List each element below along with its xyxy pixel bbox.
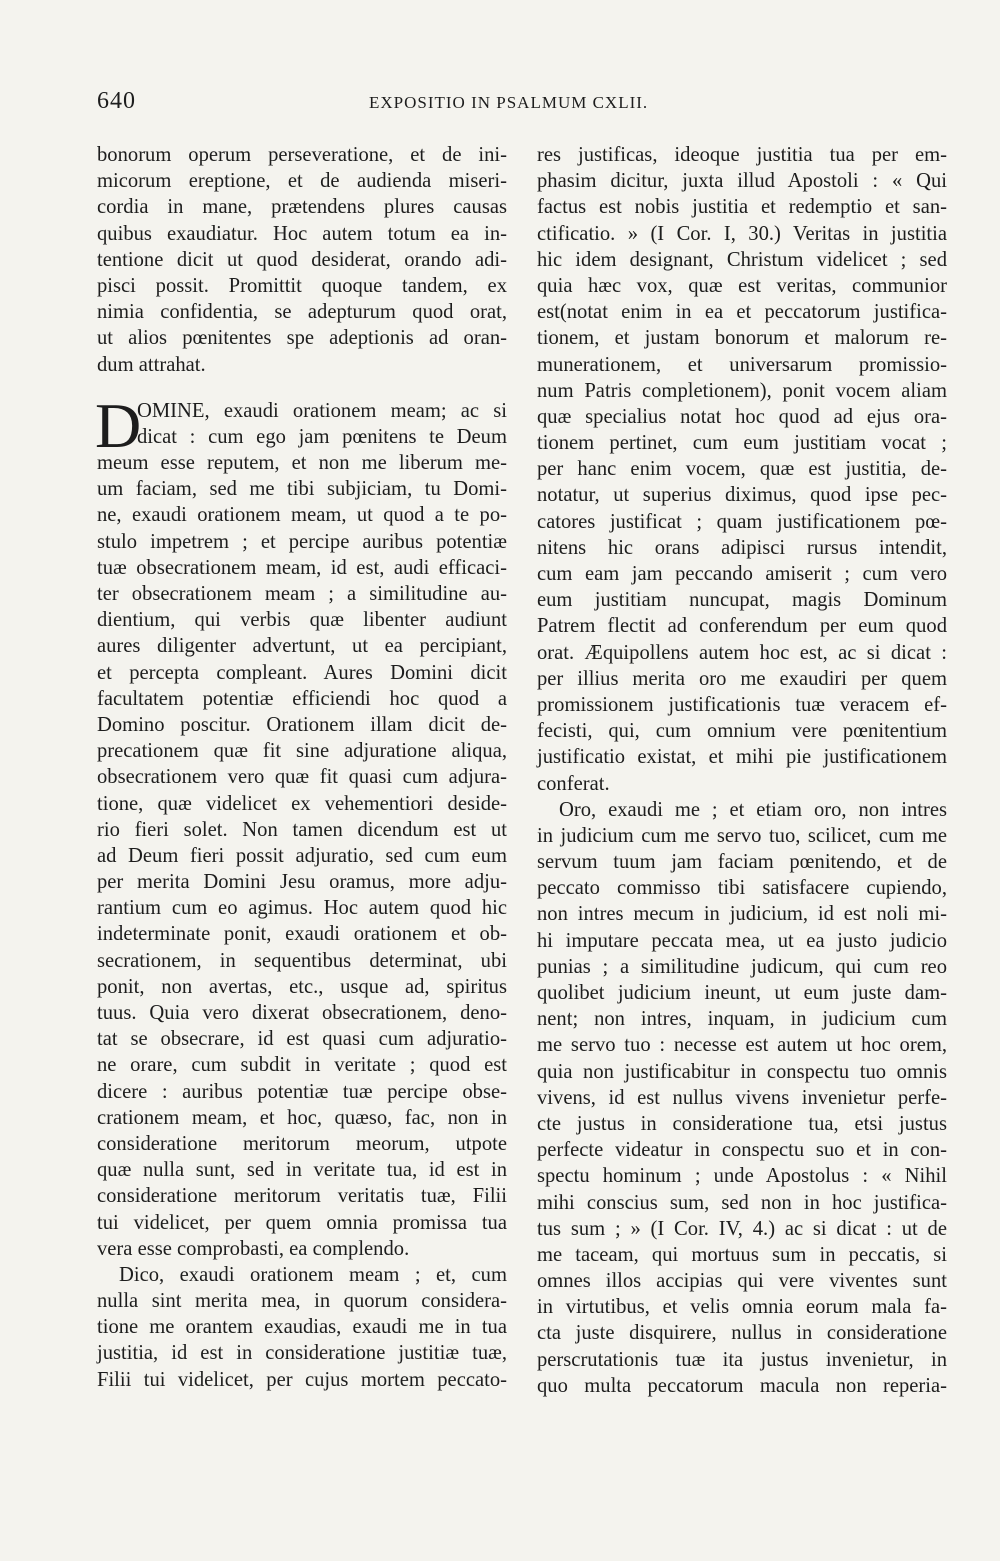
text-line: rio fieri solet. Non tamen dicendum est ut [97,818,507,841]
text-line: tionem pertinet, cum eum justitiam vocat ; [537,432,947,455]
left-paragraph-3 [97,1262,507,1393]
drop-cap-paragraph [95,389,507,461]
drop-cap-letter: D [95,389,142,461]
text-line: quia non justificabitur in conspectu tuo omnis [537,1060,947,1083]
text-line: cte justus in consideratione tua, etsi justus [537,1112,947,1135]
text-line: omnes illos accipias qui vere viventes sunt [537,1270,947,1293]
text-line: quæ specialius notat hoc quod ad ejus ora- [537,405,947,428]
text-line: Dico, exaudi orationem meam ; et, cum [119,1263,507,1286]
text-line: in judicium cum me servo tuo, scilicet, cum me [537,824,947,847]
text-line: Patrem flectit ad conferendum per eum quod [537,615,947,638]
text-line: tionem, et justam bonorum et malorum re- [537,327,947,350]
text-line: phasim dicitur, juxta illud Apostoli : « Qui [537,170,947,193]
text-line: stulo impetrem ; et percipe auribus potentiæ [97,530,507,553]
text-line: tat se obsecrare, id est quasi cum adjuratio- [97,1028,507,1051]
text-line: facultatem potentiæ efficiendi hoc quod a [97,687,507,710]
text-line: consideratione meritorum meorum, utpote [97,1132,507,1155]
text-line: ad Deum fieri possit adjuratio, sed cum eum [97,844,507,867]
text-line: ut alios pœnitentes spe adeptionis ad oran- [97,327,507,350]
left-paragraph-2 [97,450,507,1262]
text-line: Filii tui videlicet, per cujus mortem peccato- [97,1368,507,1391]
text-line: nent; non intres, inquam, in judicium cum [537,1008,947,1031]
right-paragraph-2 [537,797,947,1399]
text-line: justificatio existat, et mihi pie justificationem [537,746,947,769]
text-line: nulla sint merita mea, in quorum considera- [97,1290,507,1313]
text-line: vera esse comprobasti, ea complendo. [97,1237,410,1260]
text-line: precationem quæ fit sine adjuratione aliqua, [97,740,507,763]
text-line: per merita Domini Jesu oramus, more adju- [97,871,507,894]
right-column [537,142,947,1399]
text-line: tuæ obsecrationem meam, id est, audi efficaci- [97,556,507,579]
text-line: secrationem, in sequentibus determinat, ubi [97,949,507,972]
text-line: tentione dicit ut quod desiderat, orando adi- [97,248,507,271]
text-line: perfecte videatur in conspectu suo et in con- [537,1139,947,1162]
text-line: um faciam, sed me tibi subjiciam, tu Domi- [97,478,507,501]
text-line: OMINE, exaudi orationem meam; ac si [137,399,507,422]
page-header [97,88,947,118]
text-line: ter obsecrationem meam ; a similitudine au- [97,583,507,605]
text-line: ne orare, cum subdit in veritate ; quod est [97,1054,507,1077]
text-line: hic idem designant, Christum videlicet ; sed [537,248,947,271]
text-line: cordia in mane, prætendens plures causas [97,196,507,219]
text-line: quæ nulla sunt, sed in veritate tua, id est in [97,1159,507,1182]
text-line: catores justificat ; quam justificationem pœ- [537,510,947,533]
drop-cap-lines [95,389,507,461]
text-line: res justificas, ideoque justitia tua per em- [537,144,947,166]
text-line: ne, exaudi orationem meam, ut quod a te po- [97,504,507,527]
text-line: indeterminate ponit, exaudi orationem et ob- [97,923,507,946]
text-line: munerationem, et universarum promissio- [537,353,947,376]
text-line: aures diligenter advertunt, ut ea percipiant, [97,635,507,658]
text-line: Oro, exaudi me ; et etiam oro, non intres [559,798,947,821]
text-line: per hanc enim vocem, quæ est justitia, de- [537,458,947,481]
paragraph-gap [97,378,507,398]
text-line: ctificatio. » (I Cor. I, 30.) Veritas in justitia [537,222,947,245]
text-line: quolibet judicium ineunt, ut eum juste dam- [537,982,947,1004]
text-line: nitens hic orans adipisci rursus intendit, [537,536,947,559]
text-line: eum justitiam nuncupat, magis Dominum [537,589,947,612]
text-line: Domino poscitur. Orationem illam dicit de- [97,713,507,736]
text-line: dientium, qui verbis quæ libenter audiunt [97,609,507,632]
text-line: num Patris completionem), ponit vocem aliam [537,379,947,402]
text-line: tus sum ; » (I Cor. IV, 4.) ac si dicat : ut de [537,1217,947,1240]
text-line: me taceam, qui mortuus sum in peccatis, si [537,1243,947,1266]
text-line: tione, quæ videlicet ex vehementiori deside- [97,792,507,815]
text-line: consideratione meritorum veritatis tuæ, Filii [97,1185,507,1208]
text-line: promissionem justificationis tuæ veracem ef- [537,693,947,716]
text-line: vivens, id est nullus vivens invenietur perfe- [537,1086,947,1109]
text-line: peccato commisso tibi satisfacere cupiendo, [537,877,947,900]
text-line: meum esse reputem, et non me liberum me- [97,452,507,475]
text-line: ponit, non avertas, etc., usque ad, spiritus [97,975,507,998]
text-line: non intres mecum in judicium, id est noli mi- [537,903,947,926]
text-line: factus est nobis justitia et redemptio et san- [537,196,947,219]
text-line: pisci possit. Promittit quoque tandem, ex [97,274,507,297]
text-line: punias ; a similitudine judicum, qui cum reo [537,955,947,978]
text-line: hi imputare peccata mea, ut ea justo judicio [537,929,947,952]
text-line: dum attrahat. [97,353,206,376]
text-line: obsecrationem vero quæ fit quasi cum adjura- [97,766,507,789]
text-line: me servo tuo : necesse est autem ut hoc orem, [537,1034,947,1057]
text-line: justitia, id est in consideratione justitiæ tuæ, [97,1342,507,1365]
text-line: bonorum operum perseveratione, et de ini- [97,144,507,166]
text-line: quia hæc vox, quæ est veritas, communior [537,274,947,297]
right-paragraph-1 [537,142,947,797]
running-title: EXPOSITIO IN PSALMUM CXLII. [369,93,649,112]
text-line: et percepta compleant. Aures Domini dicit [97,661,507,684]
text-line: cta juste disquirere, nullus in consideratione [537,1322,947,1345]
left-paragraph-1 [97,142,507,378]
text-line: per illius merita oro me exaudiri per quem [537,667,947,690]
text-line: servum tuum jam faciam pœnitendo, et de [537,851,947,874]
text-line: conferat. [537,772,610,795]
text-line: in virtutibus, et velis omnia eorum mala fa- [537,1296,947,1319]
text-line: tuus. Quia vero dixerat obsecrationem, deno- [97,1002,507,1024]
text-line: tui videlicet, per quem omnia promissa tua [97,1211,507,1234]
text-line: cum eam jam peccando amiserit ; cum vero [537,563,947,585]
text-line: fecisti, qui, cum omnium vere pœnitentium [537,720,947,743]
text-line: dicat : cum ego jam pœnitens te Deum [137,425,507,448]
text-line: quo multa peccatorum macula non reperia- [537,1374,947,1397]
text-line: mihi conscius sum, sed non in hoc justifica- [537,1191,947,1214]
text-line: est(notat enim in ea et peccatorum justifica- [537,301,947,324]
text-line: perscrutationis tuæ ita justus invenietur, in [537,1348,947,1371]
page-number: 640 [97,88,136,114]
text-line: micorum ereptione, et de audienda miseri- [97,170,507,193]
text-line: rantium cum eo agimus. Hoc autem quod hic [97,897,507,920]
text-line: dicere : auribus potentiæ tuæ percipe obse- [97,1080,507,1103]
text-line: crationem meam, et hoc, quæso, fac, non in [97,1106,507,1129]
text-line: tione me orantem exaudias, exaudi me in tua [97,1316,507,1339]
left-column [97,142,507,1393]
text-line: spectu hominum ; unde Apostolus : « Nihil [537,1165,947,1188]
text-line: nimia confidentia, se adepturum quod orat, [97,301,507,324]
text-line: orat. Æquipollens autem hoc est, ac si dicat : [537,641,947,664]
text-line: notatur, ut superius diximus, quod ipse pec- [537,484,947,507]
text-line: quibus exaudiatur. Hoc autem totum ea in- [97,222,507,245]
